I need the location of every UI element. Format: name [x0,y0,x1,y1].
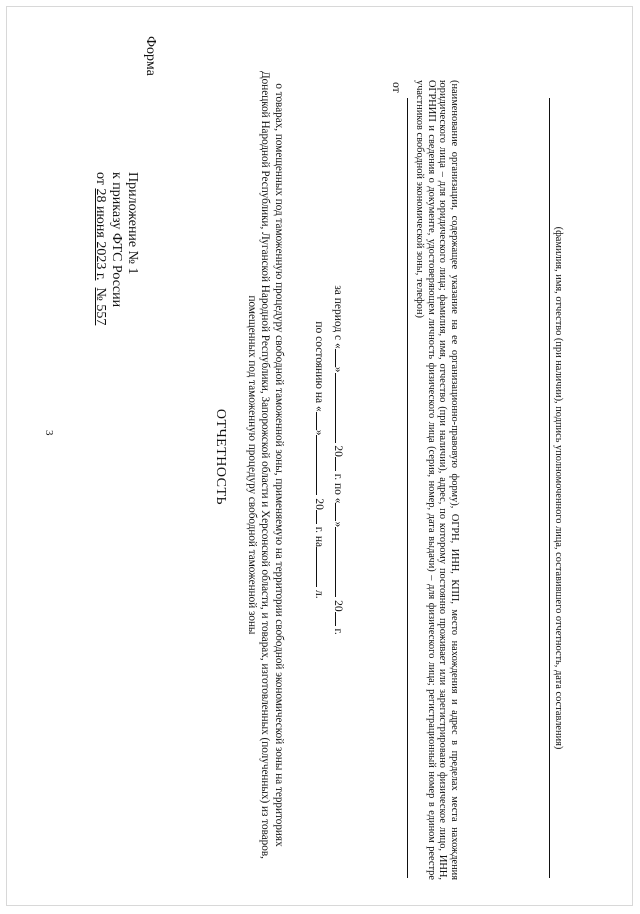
period-to-quote: » [332,521,344,528]
sheets-count-blank[interactable] [316,547,329,587]
appendix-line2: к приказу ФТС России [109,172,124,308]
status-line [310,250,329,670]
form-label: Форма [143,36,158,76]
period-from-century: 20 [332,445,344,457]
sheets-label: л. [313,590,325,599]
status-year-blank[interactable] [316,510,329,524]
period-line [329,250,348,670]
period-to-label: г. по « [332,473,344,504]
signature-note: (фамилия, имя, отчество (при наличии), подпись уполномоченного лица, составившего отчетность, дата составления) [553,226,564,750]
status-century: 20 [313,498,325,510]
status-day-blank[interactable] [316,412,329,430]
period-block [310,250,348,670]
period-from-month-blank[interactable] [335,373,348,443]
status-label: по состоянию на « [313,321,325,412]
organization-input-line[interactable] [407,98,408,878]
appendix-line1: Приложение № 1 [125,172,140,275]
signature-input-line[interactable] [549,98,550,878]
period-to-century: 20 [332,600,344,612]
period-from-year-blank[interactable] [335,457,348,471]
period-from-label: за период с « [332,285,344,349]
period-year-suffix: г. [332,628,344,635]
status-year-label: г. на [313,526,325,548]
appendix-date: 28 июня 2023 г. [93,188,108,281]
appendix-line3 [92,172,108,412]
from-label: от [390,82,402,93]
appendix-block [92,172,140,412]
period-to-day-blank[interactable] [335,503,348,521]
appendix-order-number: № 557 [93,287,108,326]
document-title: ОТЧЕТНОСТЬ [213,408,228,506]
period-from-day-blank[interactable] [335,349,348,367]
organization-note: (наименование организации, содержащее указание на ее организационно-правовую форму), ОГРН, ИНН, КПП, место нахождения и адрес в пределах места нахождения юридического лица – для юридического лица; фамилия, имя, отчество (при наличии), адрес, по которому постоянно проживает или зарегистрировано физическое лицо, ИНН, ОГРНИП и сведения о документе, удостоверяющем личность физического лица (серия, номер, дата выдачи) – для физического лица; регистрационный номер в едином реестре участников свободной экономической зоны, телефон) [414,80,460,880]
period-to-month-blank[interactable] [335,527,348,597]
appendix-date-prefix: от [93,172,108,189]
status-quote: » [313,429,325,436]
period-to-year-blank[interactable] [335,612,348,626]
document-description: о товарах, помещенных под таможенную процедуру свободной таможенной зоны, применяемую на территории свободной экономической зоны на территориях Донецкой Народной Республики, Луганской Народной Республики, Запорожской области и Херсонской области, и товарах, изготовленных (полученных) из товаров, помещенных под таможенную процедуру свободной таможенной зоны [246,71,285,859]
status-month-blank[interactable] [316,435,329,495]
page-number: 3 [43,430,55,436]
period-from-quote: » [332,366,344,373]
